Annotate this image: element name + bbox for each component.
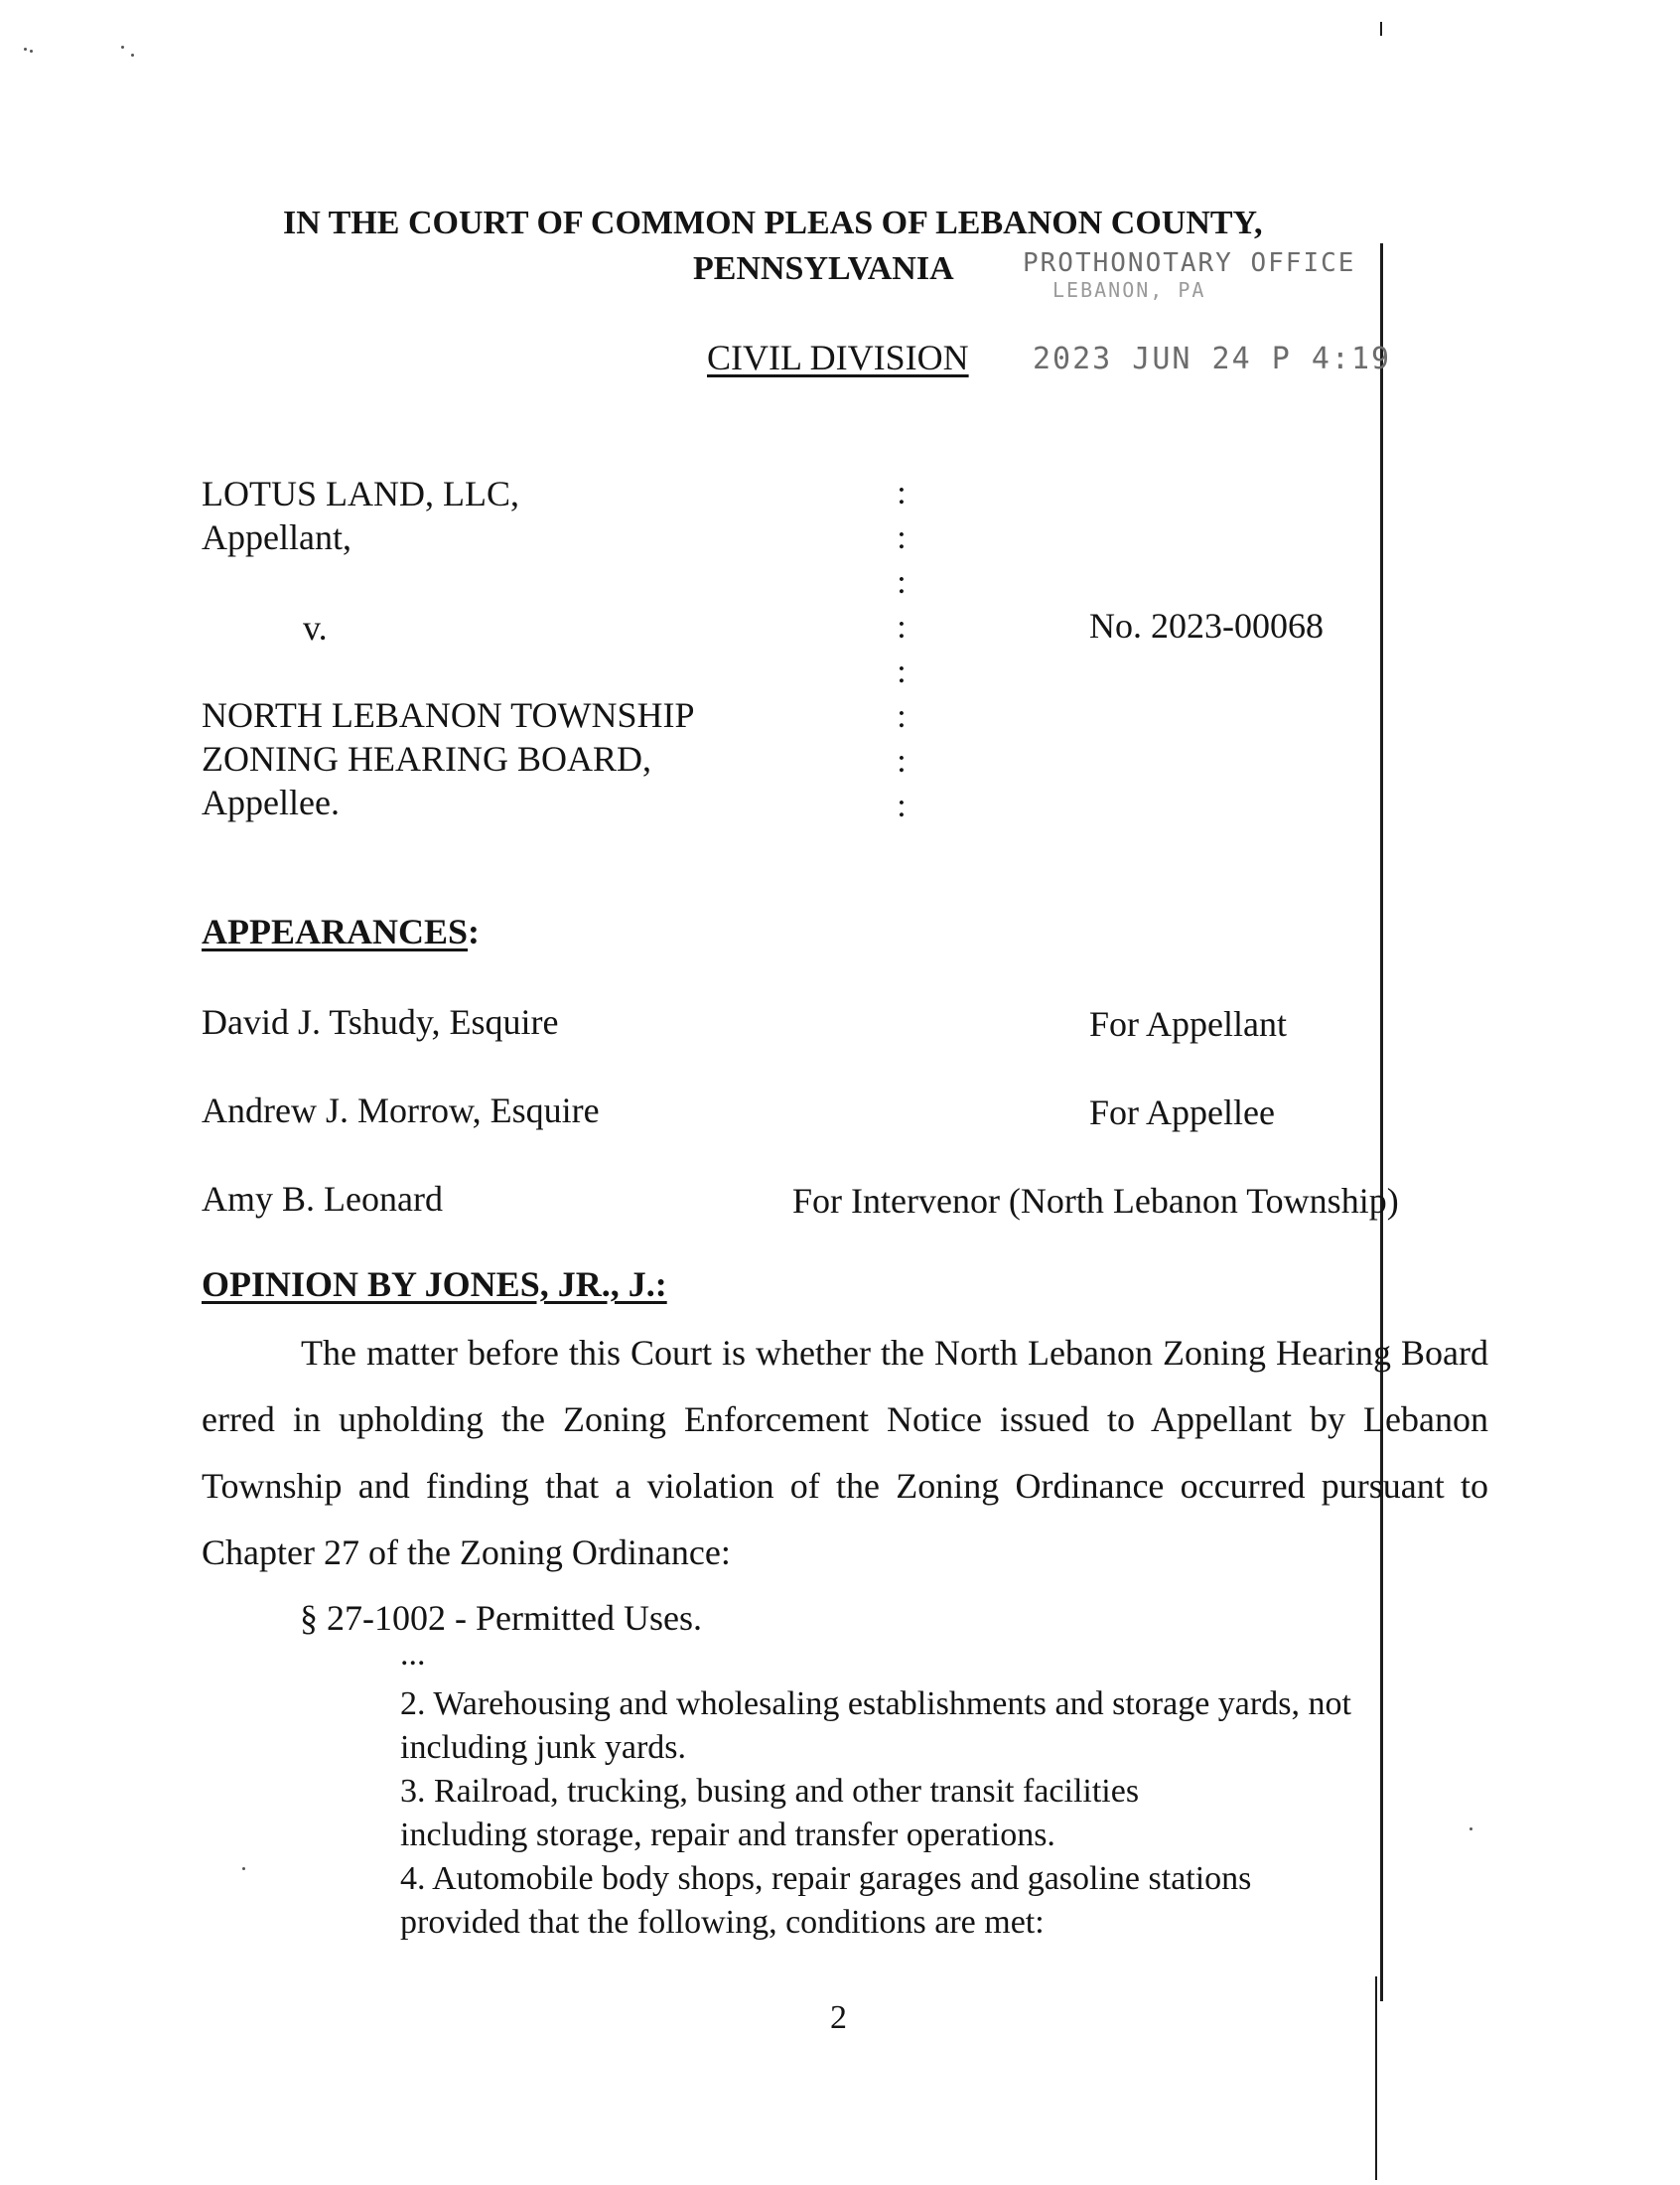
ordinance-item-line: provided that the following, conditions are met: <box>400 1904 1045 1941</box>
appearances-heading <box>202 910 480 953</box>
page-number: 2 <box>830 1999 847 2036</box>
scan-speck <box>121 46 124 49</box>
appellant-role: Appellant, <box>202 517 351 557</box>
civil-division-heading: CIVIL DIVISION <box>707 338 969 377</box>
counsel-role: For Intervenor (North Lebanon Township) <box>792 1181 1399 1221</box>
prothonotary-stamp-place: LEBANON, PA <box>1052 278 1206 302</box>
counsel-name: Amy B. Leonard <box>202 1179 443 1219</box>
scan-speck <box>242 1867 245 1870</box>
ordinance-item <box>400 1857 1492 1945</box>
case-number: No. 2023-00068 <box>1089 606 1324 646</box>
ordinance-item <box>400 1770 1492 1857</box>
appearances-heading-text: APPEARANCES <box>202 912 469 951</box>
ordinance-item-line: including junk yards. <box>400 1729 687 1766</box>
filing-time-stamp: 2023 JUN 24 P 4:19 <box>1033 342 1392 376</box>
court-title-line2: PENNSYLVANIA <box>693 250 954 287</box>
scan-speck <box>131 54 134 57</box>
court-title-line1: IN THE COURT OF COMMON PLEAS OF LEBANON COUNTY, <box>283 205 1263 241</box>
opinion-paragraph: The matter before this Court is whether the North Lebanon Zoning Hearing Board erred in upholding the Zoning Enforcement Notice issued to Appellant by Lebanon Township and finding that a violation of the Zoning Ordinance occurred pursuant to Chapter 27 of the Zoning Ordinance: <box>202 1333 1488 1572</box>
caption-colon: : <box>897 698 907 735</box>
caption-colon: : <box>897 788 907 824</box>
caption-colon: : <box>897 609 907 646</box>
caption-colon: : <box>897 475 907 511</box>
scan-speck <box>30 50 33 53</box>
counsel-name: Andrew J. Morrow, Esquire <box>202 1091 600 1130</box>
ordinance-item-line: including storage, repair and transfer operations. <box>400 1817 1055 1853</box>
opinion-paragraph-block <box>202 1320 1488 1586</box>
ordinance-item <box>400 1682 1492 1770</box>
scan-margin-line <box>1380 22 1382 36</box>
appellee-name-line2: ZONING HEARING BOARD, <box>202 739 651 779</box>
counsel-role: For Appellee <box>1089 1092 1275 1132</box>
prothonotary-stamp-office: PROTHONOTARY OFFICE <box>1023 248 1356 278</box>
ordinance-item-line: 4. Automobile body shops, repair garages and gasoline stations <box>400 1860 1252 1897</box>
ordinance-item-line: 2. Warehousing and wholesaling establishments and storage yards, not <box>400 1685 1351 1722</box>
caption-colon: : <box>897 654 907 690</box>
counsel-name: David J. Tshudy, Esquire <box>202 1002 559 1042</box>
ordinance-ellipsis: ... <box>400 1636 426 1673</box>
appellee-role: Appellee. <box>202 783 340 822</box>
scan-margin-line <box>1375 1976 1377 2180</box>
ordinance-section-heading: § 27-1002 - Permitted Uses. <box>300 1598 702 1638</box>
appearances-heading-colon: : <box>468 912 481 951</box>
appellee-name-line1: NORTH LEBANON TOWNSHIP <box>202 695 695 735</box>
ordinance-item-line: 3. Railroad, trucking, busing and other transit facilities <box>400 1773 1140 1810</box>
versus: v. <box>303 608 328 648</box>
caption-colon: : <box>897 519 907 556</box>
opinion-heading: OPINION BY JONES, JR., J.: <box>202 1264 667 1304</box>
caption-colon: : <box>897 743 907 780</box>
counsel-role: For Appellant <box>1089 1004 1287 1044</box>
appellant-name: LOTUS LAND, LLC, <box>202 474 519 513</box>
scan-speck <box>24 48 27 51</box>
caption-colon: : <box>897 564 907 601</box>
